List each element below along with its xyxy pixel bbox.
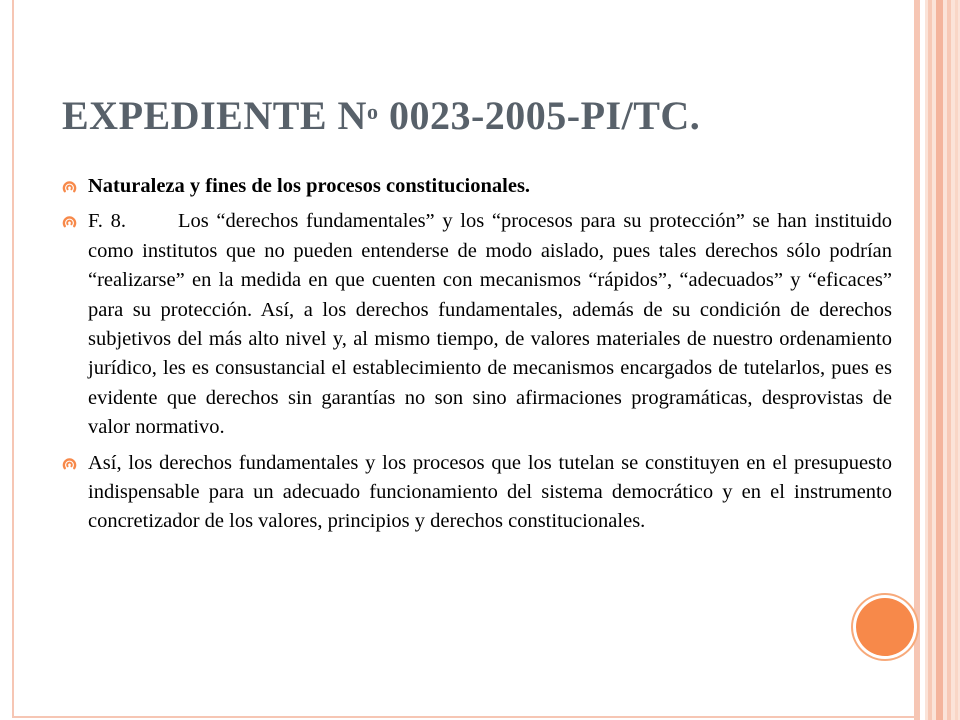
decorative-stripe: [928, 0, 932, 720]
decorative-stripe: [936, 0, 943, 720]
title-number: 0023-2005-PI/TC.: [378, 93, 701, 138]
bullet-text: [88, 207, 892, 442]
bullet-text: Así, los derechos fundamentales y los procesos que los tutelan se constituyen en el presupuesto indispensable para un adecuado funcionamiento del sistema democrático y en el instrumento concretizador de los valores, principios y derechos constitucionales.: [88, 451, 892, 533]
title-main: EXPEDIENTE N: [62, 93, 367, 138]
bullet-icon: [62, 179, 77, 194]
decorative-stripe: [947, 0, 951, 720]
decorative-stripe: [955, 0, 958, 720]
bullet-icon: [62, 456, 77, 471]
bullet-item: [62, 172, 892, 201]
decorative-circle: [856, 598, 914, 656]
slide-title: [62, 92, 700, 139]
bullet-item: [62, 207, 892, 442]
foundation-label: F. 8.: [88, 210, 126, 233]
bullet-item: [62, 449, 892, 537]
bullet-heading: Naturaleza y fines de los procesos constitucionales.: [88, 175, 531, 197]
slide-content: [62, 172, 892, 543]
title-superscript: o: [366, 98, 379, 124]
bullet-icon: [62, 214, 77, 229]
frame-right-border: [914, 0, 920, 720]
foundation-text: Los “derechos fundamentales” y los “procesos para su protección” se han instituido como institutos que no pueden entenderse de modo aislado, pues tales derechos sólo podrían “realizarse” en la medida en que cuenten con mecanismos “rápidos”, “adecuados” y “eficaces” para su protección. Así, a los derechos fundamentales, además de su condición de derechos subjetivos del más alto nivel y, al mismo tiempo, de valores materiales de nuestro ordenamiento jurídico, les es consustancial el establecimiento de mecanismos encargados de tutelarlos, pues es evidente que derechos sin garantías no son sino afirmaciones programáticas, desprovistas de valor normativo.: [88, 210, 892, 439]
